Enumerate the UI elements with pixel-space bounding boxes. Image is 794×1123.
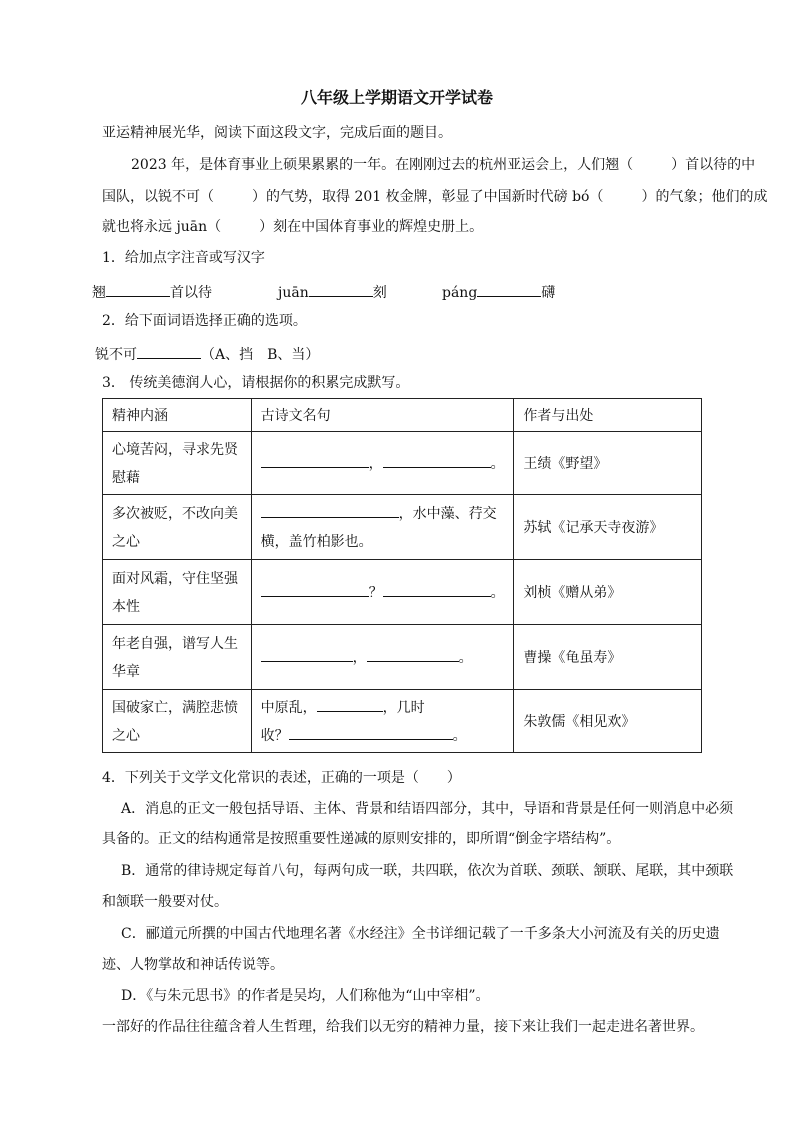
- answer-blank[interactable]: [367, 645, 459, 662]
- table-row: [103, 690, 702, 753]
- table-row: [103, 560, 702, 625]
- q1-item-3-prefix: páng: [442, 285, 478, 301]
- q1-item-3-suffix: 礴: [541, 285, 556, 301]
- answer-blank[interactable]: [106, 280, 170, 297]
- poem-text: ，几时: [382, 700, 425, 716]
- punctuation: 。: [490, 456, 505, 472]
- spirit-cell: 国破家亡，满腔悲愤之心: [103, 690, 252, 753]
- header-lines: 古诗文名句: [251, 399, 514, 432]
- passage-text: ）的气势，取得 201 枚金牌，彰显了中国新时代磅 bó（: [252, 189, 604, 205]
- option-a-line-2: 具备的。正文的结构通常是按照重要性递减的原则安排的，即所谓“倒金字塔结构”。: [102, 831, 621, 847]
- q1-item-2-suffix: 刻: [372, 285, 387, 301]
- punctuation: 。: [452, 728, 467, 744]
- lines-cell: [251, 495, 514, 560]
- passage-line-2: [102, 187, 767, 207]
- option-b-line-2: 和颔联一般要对仗。: [102, 894, 228, 910]
- header-source: 作者与出处: [514, 399, 702, 432]
- table-header-row: [103, 399, 702, 432]
- option-b-line-1: B．通常的律诗规定每首八句，每两句成一联，共四联，依次为首联、颈联、颔联、尾联，其中颈联: [121, 863, 734, 879]
- question-1-item-2: [278, 280, 387, 303]
- passage-text: 就也将永远 juān（: [102, 219, 222, 235]
- option-d-line-1: D．《与朱元思书》的作者是吴均，人们称他为“山中宰相”。: [121, 988, 490, 1004]
- closing-text: 一部好的作品往往蕴含着人生哲理，给我们以无穷的精神力量，接下来让我们一起走进名著世界。: [102, 1019, 704, 1035]
- poem-text: 横，盖竹柏影也。: [260, 534, 373, 550]
- answer-blank[interactable]: [383, 580, 491, 597]
- punctuation: ？: [368, 585, 383, 601]
- spirit-cell: 多次被贬，不改向美之心: [103, 495, 252, 560]
- lines-cell: [251, 690, 514, 753]
- question-1-prompt: 1．给加点字注音或写汉字: [102, 250, 265, 266]
- answer-blank[interactable]: [261, 580, 369, 597]
- passage-text: ）首以待的中: [671, 157, 756, 173]
- answer-blank[interactable]: [289, 723, 453, 740]
- question-1-items: [92, 280, 212, 303]
- punctuation: 。: [490, 585, 505, 601]
- passage-text: ）的气象；他们的成: [641, 189, 768, 205]
- option-c-line-2: 迹、人物掌故和神话传说等。: [102, 957, 284, 973]
- header-spirit: 精神内涵: [103, 399, 252, 432]
- spirit-cell: 年老自强，谱写人生华章: [103, 625, 252, 690]
- spirit-cell: 心境苦闷，寻求先贤慰藉: [103, 432, 252, 495]
- answer-blank[interactable]: [309, 280, 373, 297]
- lines-cell: [251, 625, 514, 690]
- spirit-cell: 面对风霜，守住坚强本性: [103, 560, 252, 625]
- intro-text: 亚运精神展光华，阅读下面这段文字，完成后面的题目。: [102, 125, 452, 141]
- answer-blank[interactable]: [261, 451, 369, 468]
- punctuation: 。: [458, 650, 473, 666]
- question-4-prompt: 4．下列关于文学文化常识的表述，正确的一项是（ ）: [102, 770, 461, 786]
- source-cell: 刘桢《赠从弟》: [514, 560, 702, 625]
- recitation-table: [102, 398, 702, 753]
- poem-text: ，水中藻、荇交: [398, 506, 497, 522]
- answer-blank[interactable]: [261, 645, 353, 662]
- q1-item-2-prefix: juān: [278, 285, 309, 301]
- answer-blank[interactable]: [137, 342, 201, 359]
- punctuation: ，: [368, 456, 383, 472]
- page-title: 八年级上学期语文开学试卷: [300, 88, 493, 107]
- answer-blank[interactable]: [477, 280, 541, 297]
- question-2-prompt: 2．给下面词语选择正确的选项。: [102, 313, 307, 329]
- passage-text: 国队，以锐不可（: [102, 189, 214, 205]
- lines-cell: [251, 432, 514, 495]
- source-cell: 曹操《龟虽寿》: [514, 625, 702, 690]
- question-3-prompt: 3． 传统美德润人心，请根据你的积累完成默写。: [102, 375, 410, 391]
- table-row: [103, 432, 702, 495]
- q2-item-prefix: 锐不可: [95, 347, 137, 363]
- source-cell: 王绩《野望》: [514, 432, 702, 495]
- answer-blank[interactable]: [383, 451, 491, 468]
- passage-line-3: [102, 217, 483, 237]
- passage-text: 2023 年，是体育事业上硕果累累的一年。在刚刚过去的杭州亚运会上，人们翘（: [131, 157, 634, 173]
- option-c-line-1: C．郦道元所撰的中国古代地理名著《水经注》全书详细记载了一千多条大小河流及有关的历史遗: [121, 926, 720, 942]
- punctuation: ，: [352, 650, 367, 666]
- source-cell: 朱敦儒《相见欢》: [514, 690, 702, 753]
- table-row: [103, 625, 702, 690]
- question-1-item-3: [442, 280, 555, 303]
- poem-text: 中原乱，: [260, 700, 317, 716]
- answer-blank[interactable]: [317, 695, 383, 712]
- question-2-item: [95, 342, 319, 365]
- table-row: [103, 495, 702, 560]
- q1-item-1-suffix: 首以待: [170, 285, 212, 301]
- passage-line-1: [131, 155, 755, 175]
- answer-blank[interactable]: [261, 501, 399, 518]
- source-cell: 苏轼《记承天寺夜游》: [514, 495, 702, 560]
- q2-options: （A、挡 B、当）: [201, 347, 320, 363]
- lines-cell: [251, 560, 514, 625]
- passage-text: ）刻在中国体育事业的辉煌史册上。: [259, 219, 484, 235]
- q1-item-1-prefix: 翘: [92, 285, 106, 301]
- option-a-line-1: A．消息的正文一般包括导语、主体、背景和结语四部分，其中，导语和背景是任何一则消息中必须: [121, 801, 734, 817]
- poem-text: 收？: [260, 728, 289, 744]
